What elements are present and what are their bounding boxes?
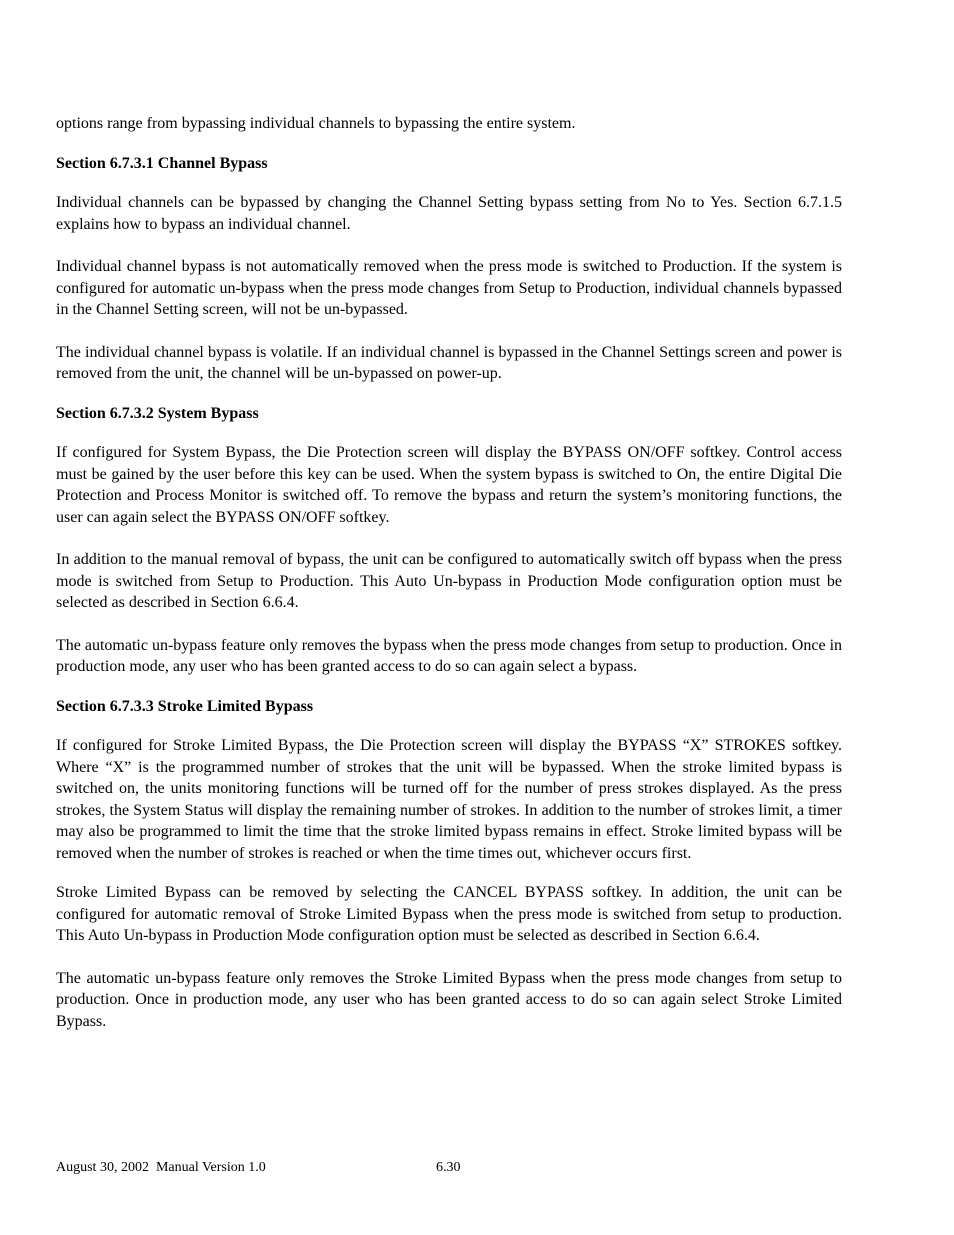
document-body [56,113,842,1032]
paragraph: If configured for System Bypass, the Die Protection screen will display the BYPASS ON/OFF softkey. Control access must be gained by the user before this key can be used. When the system bypass is switched to On, the entire Digital Die Protection and Process Monitor is switched off. To remove the bypass and return the system’s monitoring functions, the user can again select the BYPASS ON/OFF softkey. [56,444,842,526]
paragraph: In addition to the manual removal of bypass, the unit can be configured to automatically switch off bypass when the press mode is switched from Setup to Production. This Auto Un-bypass in Production Mode configuration option must be selected as described in Section 6.6.4. [56,551,842,611]
section-heading-system-bypass: Section 6.7.3.2 System Bypass [56,404,259,422]
paragraph: Stroke Limited Bypass can be removed by selecting the CANCEL BYPASS softkey. In addition, the unit can be configured for automatic removal of Stroke Limited Bypass when the press mode is switched from setup to production. This Auto Un-bypass in Production Mode configuration option must be selected as described in Section 6.6.4. [56,884,842,944]
section-heading-channel-bypass: Section 6.7.3.1 Channel Bypass [56,154,268,172]
paragraph: Individual channel bypass is not automatically removed when the press mode is switched to Production. If the system is configured for automatic un-bypass when the press mode changes from Setup to Production, individual channels bypassed in the Channel Setting screen, will not be un-bypassed. [56,258,842,318]
page-number: 6.30 [436,1160,461,1175]
footer-date-version: August 30, 2002 Manual Version 1.0 [56,1160,266,1175]
paragraph: Individual channels can be bypassed by changing the Channel Setting bypass setting from No to Yes. Section 6.7.1.5 explains how to bypass an individual channel. [56,194,842,233]
paragraph: If configured for Stroke Limited Bypass, the Die Protection screen will display the BYPASS “X” STROKES softkey. Where “X” is the programmed number of strokes that the unit will be bypassed. When the stroke limited bypass is switched on, the units monitoring functions will be turned off for the number of press strokes displayed. As the press strokes, the System Status will display the remaining number of strokes. In addition to the number of strokes limit, a timer may also be programmed to limit the time that the stroke limited bypass remains in effect. Stroke limited bypass will be removed when the number of strokes is reached or when the time times out, whichever occurs first. [56,737,842,862]
paragraph: The individual channel bypass is volatile. If an individual channel is bypassed in the Channel Settings screen and power is removed from the unit, the channel will be un-bypassed on power-up. [56,343,842,382]
intro-paragraph: options range from bypassing individual channels to bypassing the entire system. [56,115,576,132]
paragraph: The automatic un-bypass feature only removes the bypass when the press mode changes from setup to production. Once in production mode, any user who has been granted access to do so can again select a bypass. [56,636,843,675]
section-heading-stroke-limited-bypass: Section 6.7.3.3 Stroke Limited Bypass [56,697,314,715]
paragraph: The automatic un-bypass feature only removes the Stroke Limited Bypass when the press mode changes from setup to production. Once in production mode, any user who has been granted access to do so can again select Stroke Limited Bypass. [56,969,842,1030]
